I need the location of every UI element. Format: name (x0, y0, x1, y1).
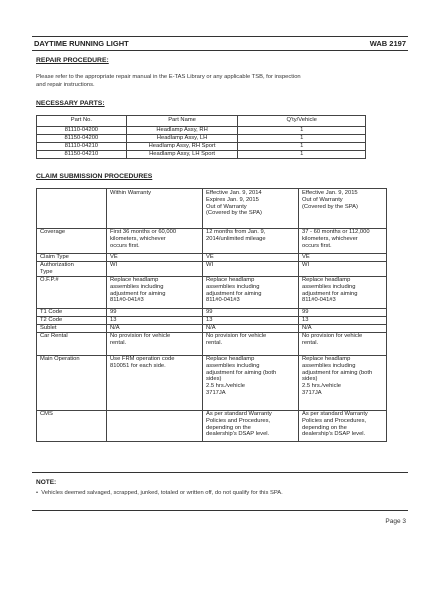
row-label (37, 309, 107, 317)
cell-line: WI (206, 262, 214, 268)
column-header: Part Name (126, 116, 238, 127)
cell-line: 810051 for each side. (110, 362, 166, 369)
parts-table (36, 115, 366, 159)
cell-line: 12 months from Jan. 9, (206, 229, 266, 235)
part-quantity: 1 (238, 127, 366, 135)
repair-procedure-heading: REPAIR PROCEDURE: (36, 57, 109, 64)
cell-line: WI (110, 262, 118, 268)
cell-line: Type (40, 268, 53, 275)
cell-line: 811#0-041#3 (302, 297, 336, 304)
within-warranty-value (107, 317, 203, 325)
part-number: 81150-04200 (37, 135, 127, 143)
cell-line: depending on the (206, 424, 251, 431)
spa-2015-value (299, 411, 387, 442)
cell-line: occurs first. (110, 242, 140, 249)
table-row (37, 317, 387, 325)
cell-line: 811#0-041#3 (110, 297, 144, 304)
cell-line: 811#0-041#3 (206, 297, 240, 304)
table-row (37, 356, 387, 411)
cell-line: T2 Code (40, 317, 63, 323)
cell-line: VE (206, 254, 214, 260)
table-row (37, 333, 387, 356)
table-row (37, 151, 366, 159)
spa-2014-value (203, 277, 299, 309)
spa-2015-value (299, 262, 387, 277)
cell-line: N/A (110, 325, 120, 331)
claim-submission-heading: CLAIM SUBMISSION PROCEDURES (36, 173, 153, 180)
cell-line: 99 (110, 309, 117, 315)
header-line: Out of Warranty (302, 196, 343, 203)
page-header (32, 36, 408, 50)
part-quantity: 1 (238, 143, 366, 151)
part-quantity: 1 (238, 151, 366, 159)
row-label (37, 356, 107, 411)
row-label (37, 254, 107, 262)
spa-2014-value (203, 229, 299, 254)
cell-line: VE (110, 254, 118, 260)
note-separator (32, 472, 408, 473)
spa-2015-value (299, 333, 387, 356)
cell-line: Policies and Procedures, (206, 417, 271, 424)
row-label (37, 317, 107, 325)
cell-line: Main Operation (40, 356, 80, 362)
cell-line: As per standard Warranty (302, 411, 368, 417)
document-code: WAB 2197 (369, 39, 406, 48)
cell-line: 2.5 hrs./vehicle (206, 383, 245, 390)
cell-line: 37 - 60 months or 112,000 (302, 229, 370, 235)
note-bullet-text: Vehicles deemed salvaged, scrapped, junked, totaled or written off, do not qualify for this SPA. (41, 490, 283, 496)
cell-line: dealership's DSAP level. (206, 431, 270, 438)
cell-line: adjustment for aiming (110, 290, 166, 297)
within-warranty-header: Within Warranty (107, 189, 203, 229)
cell-line: adjustment for aiming (302, 290, 358, 297)
header-line: (Covered by the SPA) (302, 203, 358, 210)
cell-line: N/A (206, 325, 216, 331)
within-warranty-value (107, 229, 203, 254)
cell-line: T1 Code (40, 309, 63, 315)
spa-2015-value (299, 277, 387, 309)
cell-line: Policies and Procedures, (302, 417, 367, 424)
table-row (37, 254, 387, 262)
cell-line: adjustment for aiming (206, 290, 262, 297)
spa-2014-value (203, 411, 299, 442)
spa-2014-value (203, 309, 299, 317)
spa-2014-value (203, 333, 299, 356)
cell-line: adjustment for aiming (both (302, 369, 373, 376)
within-warranty-value (107, 254, 203, 262)
cell-line: assemblies including (302, 362, 356, 369)
cell-line: occurs first. (302, 242, 332, 249)
row-label (37, 411, 107, 442)
part-quantity: 1 (238, 135, 366, 143)
claim-table (36, 188, 387, 442)
cell-line: assemblies including (110, 283, 164, 290)
footer-rule (32, 510, 408, 511)
table-row (37, 127, 366, 135)
spa-2015-value (299, 325, 387, 333)
cell-line: No provision for vehicle (206, 333, 267, 339)
within-warranty-value (107, 262, 203, 277)
cell-line: 13 (302, 317, 309, 323)
cell-line: depending on the (302, 424, 347, 431)
necessary-parts-heading: NECESSARY PARTS: (36, 100, 105, 107)
row-label (37, 325, 107, 333)
part-name: Headlamp Assy, RH (126, 127, 238, 135)
cell-line: rental. (302, 339, 319, 346)
table-row (37, 262, 387, 277)
part-name: Headlamp Assy, RH Sport (126, 143, 238, 151)
row-label (37, 262, 107, 277)
parts-header-row (37, 116, 366, 127)
table-row (37, 411, 387, 442)
within-warranty-value (107, 333, 203, 356)
column-header: Q'ty/Vehicle (238, 116, 366, 127)
row-label (37, 277, 107, 309)
table-row (37, 229, 387, 254)
cell-line: rental. (206, 339, 223, 346)
part-number: 81110-04200 (37, 127, 127, 135)
table-row (37, 135, 366, 143)
header-bottom-rule (32, 50, 408, 51)
spa-2014-header (203, 189, 299, 229)
cell-line: No provision for vehicle (302, 333, 363, 339)
cell-line: kilometers, whichever (302, 235, 358, 242)
spa-2014-value (203, 262, 299, 277)
cell-line: adjustment for aiming (both (206, 369, 277, 376)
cell-line: 13 (110, 317, 117, 323)
table-row (37, 309, 387, 317)
spa-2014-value (203, 325, 299, 333)
cell-line: Car Rental (40, 333, 68, 339)
header-line: (Covered by the SPA) (206, 210, 262, 217)
cell-line: Replace headlamp (302, 356, 351, 362)
spa-2014-value (203, 317, 299, 325)
cell-line: Use FRM operation code (110, 356, 175, 362)
cell-line: First 36 months or 60,000 (110, 229, 177, 235)
within-warranty-value (107, 325, 203, 333)
cell-line: As per standard Warranty (206, 411, 272, 417)
table-row (37, 277, 387, 309)
cell-line: 3717JA (206, 389, 226, 396)
note-bullet (36, 490, 406, 496)
within-warranty-value (107, 411, 203, 442)
cell-line: Claim Type (40, 254, 69, 260)
cell-line: Coverage (40, 229, 66, 235)
spa-2015-value (299, 309, 387, 317)
claim-header-row (37, 189, 387, 229)
blank-header-cell (37, 189, 107, 229)
cell-line: sides) (206, 376, 222, 383)
cell-line: N/A (302, 325, 312, 331)
cell-line: O.F.P.# (40, 277, 59, 283)
cell-line: 99 (302, 309, 309, 315)
repair-text-line: and repair instructions. (36, 82, 95, 88)
note-heading: NOTE: (36, 479, 57, 486)
row-label (37, 333, 107, 356)
spa-2015-value (299, 317, 387, 325)
cell-line: Authorization (40, 262, 74, 268)
cell-line: No provision for vehicle (110, 333, 171, 339)
part-number: 81150-04210 (37, 151, 127, 159)
repair-text-line: Please refer to the appropriate repair manual in the E-TAS Library or any applicable TSB, for inspection (36, 74, 301, 80)
within-warranty-value (107, 277, 203, 309)
cell-line: assemblies including (206, 362, 260, 369)
page-number: Page 3 (385, 518, 406, 525)
part-name: Headlamp Assy, LH (126, 135, 238, 143)
document-title: DAYTIME RUNNING LIGHT (34, 39, 129, 48)
spa-2015-value (299, 254, 387, 262)
cell-line: Sublet (40, 325, 57, 331)
cell-line: 13 (206, 317, 213, 323)
cell-line: Replace headlamp (206, 356, 255, 362)
bullet-dot: • (36, 490, 42, 496)
spa-2014-value (203, 356, 299, 411)
claim-table-body (37, 229, 387, 442)
row-label (37, 229, 107, 254)
spa-2015-header (299, 189, 387, 229)
header-line: Effective Jan. 9, 2015 (302, 190, 358, 196)
cell-line: dealership's DSAP level. (302, 431, 366, 438)
within-warranty-value (107, 309, 203, 317)
cell-line: 3717JA (302, 389, 322, 396)
cell-line: assemblies including (302, 283, 356, 290)
cell-line: 2014/unlimited mileage (206, 235, 266, 242)
column-header: Part No. (37, 116, 127, 127)
spa-2014-value (203, 254, 299, 262)
repair-procedure-text (36, 73, 396, 89)
header-line: Effective Jan. 9, 2014 (206, 190, 262, 196)
table-row (37, 143, 366, 151)
cell-line: CMS (40, 411, 53, 417)
header-line: Expires Jan. 9, 2015 (206, 196, 259, 203)
cell-line: kilometers, whichever (110, 235, 166, 242)
cell-line: assemblies including (206, 283, 260, 290)
spa-2015-value (299, 229, 387, 254)
header-line: Out of Warranty (206, 203, 247, 210)
header-top-rule (32, 36, 408, 37)
cell-line: Replace headlamp (110, 277, 159, 283)
cell-line: Replace headlamp (206, 277, 255, 283)
within-warranty-value (107, 356, 203, 411)
cell-line: rental. (110, 339, 127, 346)
table-row (37, 325, 387, 333)
cell-line: 2.5 hrs./vehicle (302, 383, 341, 390)
cell-line: Replace headlamp (302, 277, 351, 283)
cell-line: WI (302, 262, 310, 268)
part-name: Headlamp Assy, LH Sport (126, 151, 238, 159)
part-number: 81110-04210 (37, 143, 127, 151)
spa-2015-value (299, 356, 387, 411)
cell-line: 99 (206, 309, 213, 315)
cell-line: sides) (302, 376, 318, 383)
cell-line: VE (302, 254, 310, 260)
